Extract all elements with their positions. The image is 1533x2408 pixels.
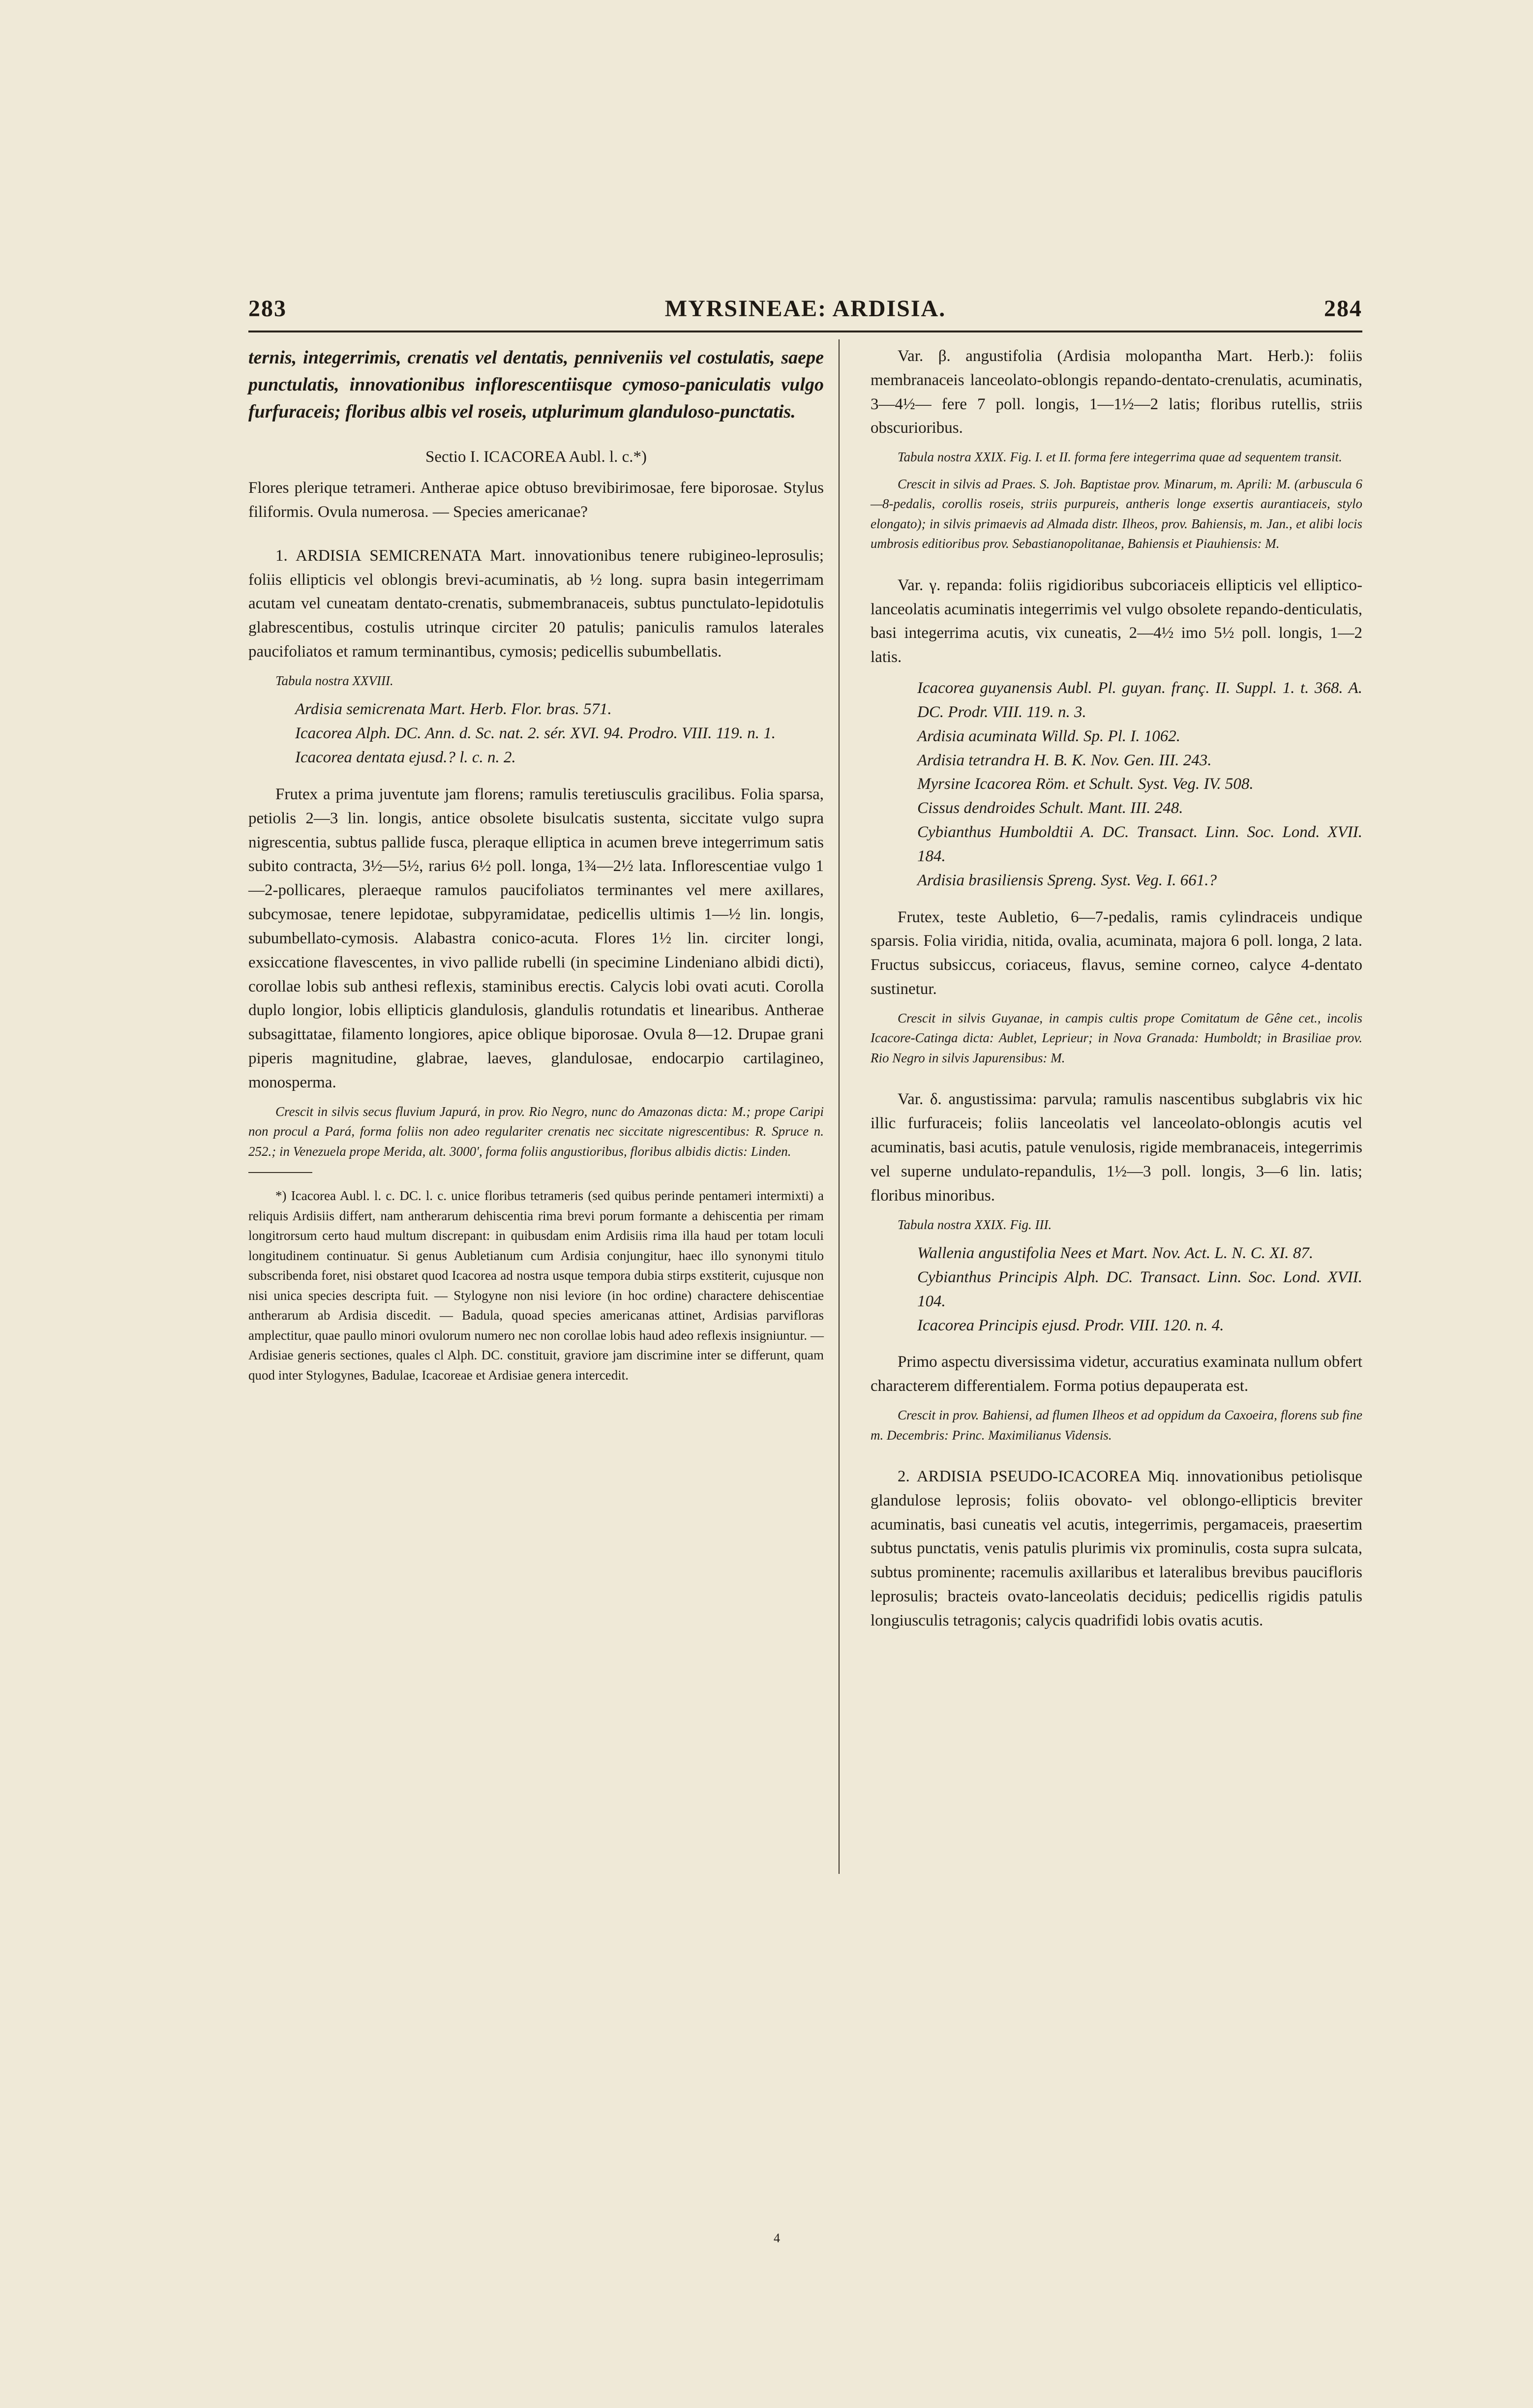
variety-gamma-synonym: Ardisia tetrandra H. B. K. Nov. Gen. III. 243. (917, 751, 1212, 769)
variety-beta: Var. β. angustifolia (Ardisia molopantha Mart. Herb.): foliis membranaceis lanceolato-oblongis repando-dentato-crenulatis, acuminatis, 3—4½— fere 7 poll. longis, 1—1½—2 latis; floribus rutellis, striis obscurioribus. (871, 347, 1362, 437)
variety-delta-synonym: Cybianthus Principis Alph. DC. Transact. Linn. Soc. Lond. XVII. 104. (917, 1268, 1362, 1310)
header-rule (248, 331, 1362, 332)
variety-delta-plate-ref: Tabula nostra XXIX. Fig. III. (898, 1217, 1052, 1232)
species-2-diagnosis: 2. ARDISIA PSEUDO-ICACOREA Miq. innovationibus petiolisque glandulose leprosis; foliis obovato- vel oblongo-ellipticis breviter acuminatis, basi cuneatis vel acutis, integerrimis, pergamaceis, praesertim subtus punctatis, venis patulis plurimis vix prominulis, costa supra sulcata, subtus prominente; racemulis axillaribus et lateralibus brevibus paucifloris leprosulis; bracteis ovato-lanceolatis deciduis; pedicellis rigidis patulis longiusculis tetragonis; calycis quadrifidi lobis ovatis acutis. (871, 1468, 1362, 1629)
footnote-rule (248, 1172, 312, 1173)
species-1-synonym: Ardisia semicrenata Mart. Herb. Flor. bras. 571. (295, 700, 612, 719)
variety-gamma-synonym: Icacorea guyanensis Aubl. Pl. guyan. franç. II. Suppl. 1. t. 368. A. DC. Prodr. VIII. 119. n. 3. (917, 679, 1362, 721)
variety-delta-locality: Crescit in prov. Bahiensi, ad flumen Ilheos et ad oppidum da Caxoeira, florens sub fine m. Decembris: Princ. Maximilianus Vidensis. (871, 1408, 1362, 1443)
running-title: MYRSINEAE: ARDISIA. (664, 296, 946, 322)
variety-beta-plate-ref: Tabula nostra XXIX. Fig. I. et II. forma fere integerrima quae ad sequentem transit. (898, 450, 1342, 465)
section-heading: Sectio I. ICACOREA Aubl. l. c.*) (425, 448, 647, 466)
running-header (248, 295, 1362, 325)
footnote: *) Icacorea Aubl. l. c. DC. l. c. unice floribus tetrameris (sed quibus perinde pentameri intermixti) a reliquis Ardisiis differt, nam antherarum dehiscentia rima brevi porum formante a dehiscentia per rimam longitrorsum certo haud multum discrepant: in quibusdam enim Ardisiis rima illa haud per totam loculi longitudinem continuatur. Si genus Aubletianum cum Ardisia conjungitur, haec illo synonymi titulo subscribenda foret, nisi obstaret quod Icacorea ad nostra usque tempora dubia stirps exstiterit, cujusque non nisi unica species descripta fuit. — Stylogyne non nisi leviore (in hoc ordine) charactere dehiscentiae antherarum ab Ardisia discedit. — Badula, quoad species americanas attinet, Ardisias parvifloras amplectitur, quae paullo minori ovulorum numero nec non corollae lobis haud adeo reflexis insigniuntur. — Ardisiae generis sectiones, quales cl Alph. DC. constituit, graviore jam discrimine inter se differunt, quam quod inter Stylogynes, Badulae, Icacoreae et Ardisiae genera intercedit. (248, 1188, 824, 1383)
page-number-left: 283 (248, 296, 287, 322)
page-number-right: 284 (1324, 296, 1362, 322)
species-1-locality: Crescit in silvis secus fluvium Japurá, in prov. Rio Negro, nunc do Amazonas dicta: M.; prope Caripi non procul a Pará, forma foliis non adeo regulariter crenatis nec siccitate nigrescentibus: R. Spruce n. 252.; in Venezuela prope Merida, alt. 3000', forma foliis angustioribus, floribus albidis dictis: Linden. (248, 1104, 824, 1159)
variety-gamma-synonym: Ardisia acuminata Willd. Sp. Pl. I. 1062. (917, 727, 1181, 745)
left-column (248, 344, 824, 1392)
variety-gamma-synonym: Ardisia brasiliensis Spreng. Syst. Veg. I. 661.? (917, 871, 1217, 889)
species-1-diagnosis: 1. ARDISIA SEMICRENATA Mart. innovationibus tenere rubigineo-leprosulis; foliis ellipticis vel oblongis brevi-acuminatis, ab ½ long. supra basin integerrimam acutam vel cuneatam dentato-crenatis, submembranaceis, subtus punctulato-lepidotulis glabrescentibus, costulis utrinque circiter 20 patulis; paniculis ramulos laterales paucifoliatos et ramum terminantibus, cymosis; pedicellis subumbellatis. (248, 546, 824, 661)
variety-delta-synonym: Icacorea Principis ejusd. Prodr. VIII. 120. n. 4. (917, 1316, 1224, 1334)
genus-description-continued: ternis, integerrimis, crenatis vel dentatis, penniveniis vel costulatis, saepe punctulatis, innovationibus inflorescentiisque cymoso-paniculatis vulgo furfuraceis; floribus albis vel roseis, utplurimum glanduloso-punctatis. (248, 347, 824, 422)
species-1-plate-ref: Tabula nostra XXVIII. (275, 673, 393, 688)
species-1-description: Frutex a prima juventute jam florens; ramulis teretiusculis gracilibus. Folia sparsa, petiolis 2—3 lin. longis, antice obsolete bisulcatis sustenta, siccitate vulgo supra nigrescentia, subtus pallide fusca, pleraque elliptica in acumen breve integerrimum satis subito contracta, 3½—5½, rarius 6½ poll. longa, 1¾—2½ lata. Inflorescentiae vulgo 1—2-pollicares, pleraeque ramulos paucifoliatos terminantes vel mere axillares, subcymosae, tenere lepidotae, subpyramidatae, pedicellis ultimis 1—½ lin. longis, subumbellato-cymosis. Alabastra conico-acuta. Flores 1½ lin. circiter longi, exsiccatione flavescentes, in vivo pallide rubelli (in specimine Lindeniano albidi dicti), corollae lobis sub anthesi reflexis, staminibus erectis. Calycis lobi ovati acuti. Corolla duplo longior, lobis ellipticis glandulosis, glandulis rotundatis et linearibus. Antherae subsagittatae, filamento longiores, apice oblique biporosae. Ovula 8—12. Drupae grani piperis magnitudine, glabrae, laeves, glandulosae, endocarpio cartilagineo, monosperma. (248, 785, 824, 1091)
column-divider (839, 339, 840, 1874)
variety-beta-locality: Crescit in silvis ad Praes. S. Joh. Baptistae prov. Minarum, m. Aprili: M. (arbuscula 6—8-pedalis, corollis roseis, striis purpureis, antheris longe exsertis aurantiaceis, stylo elongato); in silvis primaevis ad Almada distr. Ilheos, prov. Bahiensis, m. Jan., et alibi locis umbrosis editioribus prov. Sebastianopolitanae, Bahiensis et Piauhiensis: M. (871, 476, 1362, 551)
section-characters: Flores plerique tetrameri. Antherae apice obtuso brevibirimosae, fere biporosae. Stylus filiformis. Ovula numerosa. — Species americanae? (248, 479, 824, 521)
variety-delta-synonym: Wallenia angustifolia Nees et Mart. Nov. Act. L. N. C. XI. 87. (917, 1244, 1314, 1263)
variety-gamma-synonym: Myrsine Icacorea Röm. et Schult. Syst. Veg. IV. 508. (917, 775, 1254, 793)
right-column (871, 344, 1362, 1640)
species-1-synonym: Icacorea Alph. DC. Ann. d. Sc. nat. 2. sér. XVI. 94. Prodro. VIII. 119. n. 1. (295, 724, 776, 743)
variety-gamma-locality: Crescit in silvis Guyanae, in campis cultis prope Comitatum de Gêne cet., incolis Icacore-Catinga dicta: Aublet, Leprieur; in Nova Granada: Humboldt; in Brasiliae prov. Rio Negro in silvis Japurensibus: M. (871, 1010, 1362, 1065)
variety-gamma-synonym: Cybianthus Humboldtii A. DC. Transact. Linn. Soc. Lond. XVII. 184. (917, 823, 1362, 865)
variety-gamma-description: Frutex, teste Aubletio, 6—7-pedalis, ramis cylindraceis undique sparsis. Folia viridia, nitida, ovalia, acuminata, majora 6 poll. longa, 2 lata. Fructus subsiccus, coriaceus, flavus, semine corneo, calyce 4-dentato sustinetur. (871, 908, 1362, 998)
signature-mark: 4 (774, 2231, 780, 2245)
species-1-synonym: Icacorea dentata ejusd.? l. c. n. 2. (295, 749, 516, 767)
variety-delta: Var. δ. angustissima: parvula; ramulis nascentibus subglabris vix hic illic furfuraceis; foliis lanceolatis vel lanceolato-oblongis acutis vel acuminatis, basi acutis, patule venulosis, rigide membranaceis, integerrimis vel superne undulato-repandulis, 1½—3 poll. longis, 3—6 lin. latis; floribus minoribus. (871, 1090, 1362, 1204)
variety-gamma-synonym: Cissus dendroides Schult. Mant. III. 248. (917, 799, 1183, 817)
variety-delta-remark: Primo aspectu diversissima videtur, accuratius examinata nullum obfert characterem differentialem. Forma potius depauperata est. (871, 1353, 1362, 1395)
variety-gamma: Var. γ. repanda: foliis rigidioribus subcoriaceis ellipticis vel elliptico-lanceolatis acuminatis integerrimis vel vulgo obsolete repando-denticulatis, basi integerrima acutis, vix cuneatis, 2—4½ imo 5½ poll. longis, 1—2 latis. (871, 576, 1362, 666)
